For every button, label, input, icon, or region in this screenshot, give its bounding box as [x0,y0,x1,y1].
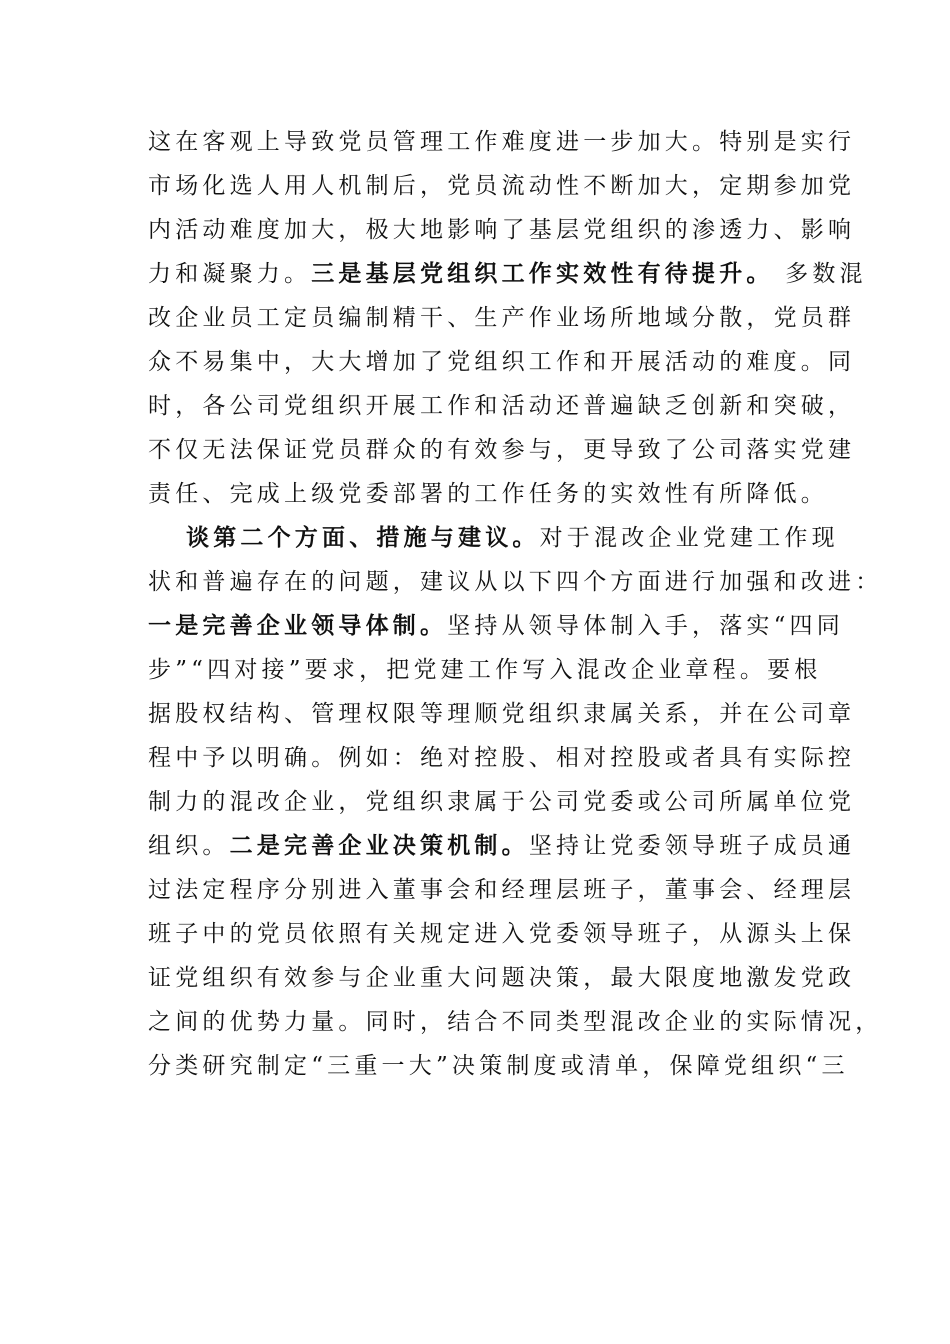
text-line [148,164,856,208]
text-line [148,736,856,780]
text-run: 不仅无法保证党员群众的有效参与，更导致了公司落实党建 [148,437,856,463]
text-run: 分类研究制定“三重一大”决策制度或清单，保障党组织“三 [148,1053,849,1079]
text-run: 坚持让党委领导班子成员通 [528,833,856,859]
text-run: 状和普遍存在的问题，建议从以下四个方面进行加强和改进： [148,569,883,595]
text-run: 对于混改企业党建工作现 [539,525,839,551]
text-line [148,120,856,164]
text-line [148,912,856,956]
text-run: 制力的混改企业，党组织隶属于公司党委或公司所属单位党 [148,789,856,815]
text-line [148,472,828,516]
text-run: 改企业员工定员编制精干、生产作业场所地域分散，党员群 [148,305,856,331]
text-run: 证党组织有效参与企业重大问题决策，最大限度地激发党政 [148,965,856,991]
text-line [148,780,856,824]
text-line [148,824,856,868]
text-line [148,560,883,604]
text-run: 众不易集中，大大增加了党组织工作和开展活动的难度。同 [148,349,856,375]
text-line [148,692,856,736]
text-run: 班子中的党员依照有关规定进入党委领导班子，从源头上保 [148,921,856,947]
text-run: 步”“四对接”要求，把党建工作写入混改企业章程。要根 [148,657,822,683]
text-run: 内活动难度加大，极大地影响了基层党组织的渗透力、影响 [148,217,856,243]
text-run: 多数混 [773,261,867,287]
text-run: 市场化选人用人机制后，党员流动性不断加大，定期参加党 [148,173,856,199]
bold-heading-run: 三是基层党组织工作实效性有待提升。 [311,261,774,287]
bold-heading-run: 二是完善企业决策机制。 [229,833,529,859]
text-run: 坚持从领导体制入手，落实“四同 [447,613,844,639]
text-line [148,868,856,912]
text-line [148,516,839,560]
text-run: 责任、完成上级党委部署的工作任务的实效性有所降低。 [148,481,828,507]
paragraph-1 [148,120,867,516]
text-run: 这在客观上导致党员管理工作难度进一步加大。特别是实行 [148,129,856,155]
text-line [148,340,856,384]
text-line [148,208,856,252]
bold-heading-run: 谈第二个方面、措施与建议。 [186,525,540,551]
text-run: 过法定程序分别进入董事会和经理层班子，董事会、经理层 [148,877,856,903]
text-line [148,604,844,648]
text-line [148,1044,849,1088]
text-run: 据股权结构、管理权限等理顺党组织隶属关系，并在公司章 [148,701,856,727]
text-line [148,648,822,692]
bold-heading-run: 一是完善企业领导体制。 [148,613,448,639]
text-run: 组织。 [148,833,230,859]
text-line [148,956,856,1000]
text-line [148,428,856,472]
text-line [148,1000,883,1044]
text-run: 之间的优势力量。同时，结合不同类型混改企业的实际情况， [148,1009,883,1035]
text-run: 程中予以明确。例如：绝对控股、相对控股或者具有实际控 [148,745,856,771]
text-line [148,384,856,428]
text-line [148,252,867,296]
text-run: 力和凝聚力。 [148,261,312,287]
text-line [148,296,856,340]
text-run: 时，各公司党组织开展工作和活动还普遍缺乏创新和突破， [148,393,856,419]
paragraph-2 [148,516,883,1088]
